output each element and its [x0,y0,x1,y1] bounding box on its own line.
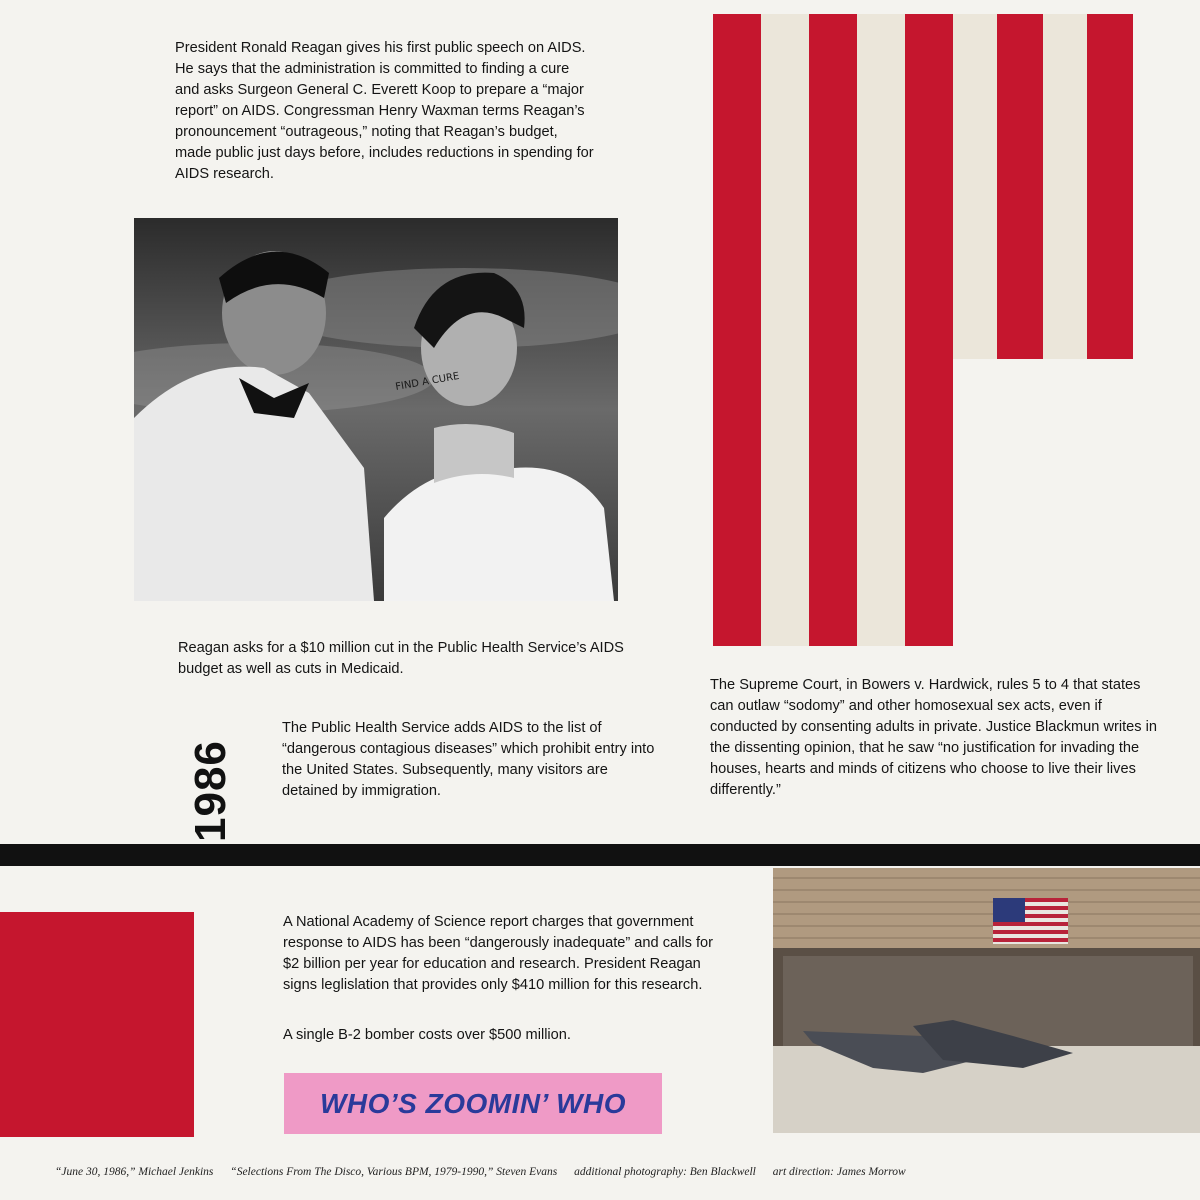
photo-sign-text: FIND A CURE [394,370,461,393]
title-badge: WHO’S ZOOMIN’ WHO [284,1073,662,1134]
phs-paragraph: The Public Health Service adds AIDS to the list of “dangerous contagious diseases” which prohibit entry into the United States. Subsequently, many visitors are detained by immigration. [282,720,655,799]
supreme-court-paragraph: The Supreme Court, in Bowers v. Hardwick, rules 5 to 4 that states can outlaw “sodomy” and other homosexual sex acts, even if conducted by consenting adults in private. Justice Blackmun writes in the dissenting opinion, that he saw “no justification for invading the houses, hearts and minds of citizens who choose to live their lives differently.” [710,677,1157,798]
credits-line [55,1166,1175,1178]
credit-3: additional photography: Ben Blackwell [574,1166,756,1178]
credit-2: “Selections From The Disco, Various BPM, 1979-1990,” Steven Evans [230,1166,558,1178]
b2-bomber-photo [773,868,1200,1133]
budget-cut-paragraph: Reagan asks for a $10 million cut in the Public Health Service’s AIDS budget as well as cuts in Medicaid. [178,640,624,677]
credit-1: “June 30, 1986,” Michael Jenkins [55,1166,214,1178]
speech-paragraph: President Ronald Reagan gives his first public speech on AIDS. He says that the administration is committed to finding a cure and asks Surgeon General C. Everett Koop to prepare a “major report” on AIDS. Congressman Henry Waxman terms Reagan’s pronouncement “outrageous,” noting that Reagan’s budget, made public just days before, includes reductions in spending for AIDS research. [175,40,594,182]
bomber-paragraph: A single B-2 bomber costs over $500 million. [283,1027,571,1043]
red-square [0,912,194,1137]
couple-photo [134,218,618,601]
american-flag-photo [713,14,1133,646]
year-label: 1986 [186,740,235,842]
academy-paragraph: A National Academy of Science report charges that government response to AIDS has been “dangerously inadequate” and calls for $2 billion per year for education and research. President Reagan signs leglislation that provides only $410 million for this research. [283,914,713,993]
credit-4: art direction: James Morrow [772,1166,906,1178]
black-divider [0,844,1200,866]
